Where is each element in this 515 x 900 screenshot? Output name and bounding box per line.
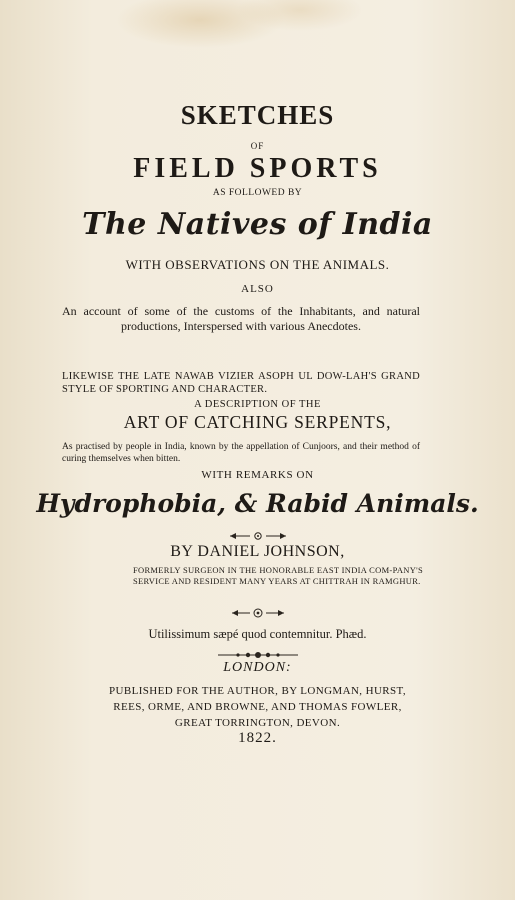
with-remarks-on: WITH REMARKS ON bbox=[201, 469, 314, 481]
publisher-line: REES, ORME, AND BROWNE, AND THOMAS FOWLER, bbox=[113, 701, 402, 713]
title-field-sports: FIELD SPORTS bbox=[133, 153, 382, 184]
author-credentials: FORMERLY SURGEON IN THE HONORABLE EAST INDIA COM-PANY'S SERVICE AND RESIDENT MANY YEARS AT CHITTRAH IN RAMGHUR. bbox=[133, 565, 423, 586]
place-of-publication: LONDON: bbox=[223, 660, 292, 675]
nawab-paragraph: LIKEWISE THE LATE NAWAB VIZIER ASOPH UL DOW-LAH'S GRAND STYLE OF SPORTING AND CHARACTER. bbox=[62, 371, 420, 395]
also-heading: ALSO bbox=[241, 283, 274, 295]
latin-motto: Utilissimum sæpé quod contemnitur. Phæd. bbox=[148, 627, 367, 641]
publisher-line: PUBLISHED FOR THE AUTHOR, BY LONGMAN, HURST, bbox=[109, 685, 406, 697]
title-sketches: SKETCHES bbox=[180, 100, 335, 130]
with-observations: WITH OBSERVATIONS ON THE ANIMALS. bbox=[125, 257, 390, 272]
publication-year: 1822. bbox=[238, 730, 277, 746]
customs-paragraph: An account of some of the customs of the Inhabitants, and natural productions, Interspersed with various Anecdotes. bbox=[62, 304, 420, 333]
serpents-paragraph: As practised by people in India, known by the appellation of Cunjoors, and their method of curing themselves when bitten. bbox=[62, 442, 420, 464]
ornament-divider-icon bbox=[0, 606, 515, 624]
as-followed-by: AS FOLLOWED BY bbox=[212, 188, 303, 198]
title-natives-of-india: The Natives of India bbox=[82, 207, 433, 242]
description-of: A DESCRIPTION OF THE bbox=[194, 399, 321, 410]
title-of: OF bbox=[250, 141, 265, 151]
publisher-line: GREAT TORRINGTON, DEVON. bbox=[174, 717, 341, 729]
author-name: BY DANIEL JOHNSON, bbox=[170, 543, 345, 560]
title-hydrophobia: Hydrophobia, & Rabid Animals. bbox=[36, 489, 479, 518]
publisher-imprint bbox=[0, 683, 515, 731]
art-of-catching-serpents: ART OF CATCHING SERPENTS, bbox=[123, 412, 392, 432]
